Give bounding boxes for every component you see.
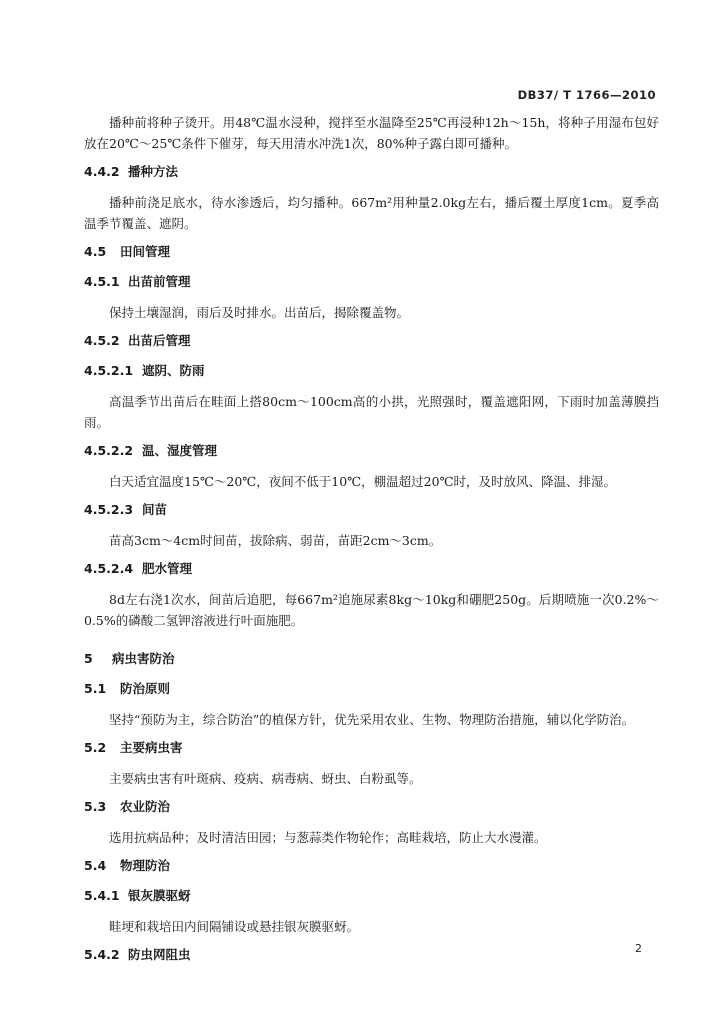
- section-title: 出苗后管理: [128, 333, 191, 348]
- section-heading: [84, 331, 659, 351]
- paragraph: 保持土壤湿润，雨后及时排水。出苗后，揭除覆盖物。: [109, 305, 410, 320]
- section-number: 4.4.2: [84, 164, 120, 179]
- document-code-header: DB37/ T 1766—2010: [517, 88, 656, 102]
- section-heading: [84, 738, 659, 758]
- section-heading: [84, 856, 659, 876]
- document-body: [84, 112, 659, 975]
- section-heading: [84, 886, 659, 906]
- paragraph: 苗高3cm～4cm时间苗，拔除病、弱苗，苗距2cm～3cm。: [109, 533, 442, 548]
- section-heading: [84, 272, 659, 292]
- section-heading: [84, 441, 659, 461]
- section-heading: [84, 649, 659, 669]
- section-heading: [84, 797, 659, 817]
- section-title: 温、湿度管理: [142, 443, 218, 458]
- paragraph: 白天适宜温度15℃～20℃，夜间不低于10℃，棚温超过20℃时，及时放风、降温、排湿。: [109, 474, 617, 489]
- paragraph: 播种前将种子烫开。用48℃温水浸种，搅拌至水温降至25℃再浸种12h～15h，将种子用湿布包好放在20℃～25℃条件下催芽，每天用清水冲洗1次，80%种子露白即可播种。: [84, 115, 659, 151]
- section-number: 5: [84, 651, 93, 666]
- section-number: 4.5: [84, 244, 107, 259]
- section-heading: [84, 500, 659, 520]
- section-number: 4.5.2.1: [84, 363, 134, 378]
- section-number: 4.5.1: [84, 274, 120, 289]
- section-number: 5.4: [84, 858, 107, 873]
- section-number: 5.4.2: [84, 947, 120, 962]
- section-title: 遮阴、防雨: [142, 363, 205, 378]
- section-title: 病虫害防治: [112, 651, 175, 666]
- section-title: 田间管理: [120, 244, 171, 259]
- paragraph: 选用抗病品种；及时清洁田园；与葱蒜类作物轮作；高畦栽培，防止大水漫灌。: [109, 830, 547, 845]
- paragraph: 高温季节出苗后在畦面上搭80cm～100cm高的小拱，光照强时，覆盖遮阳网，下雨时加盖薄膜挡雨。: [84, 394, 659, 430]
- section-heading: [84, 945, 659, 965]
- section-title: 防虫网阻虫: [128, 947, 191, 962]
- section-title: 农业防治: [120, 799, 171, 814]
- section-number: 5.1: [84, 681, 107, 696]
- section-number: 5.3: [84, 799, 107, 814]
- section-title: 防治原则: [120, 681, 171, 696]
- section-heading: [84, 242, 659, 262]
- section-title: 物理防治: [120, 858, 171, 873]
- section-title: 间苗: [142, 502, 168, 517]
- paragraph: 畦埂和栽培田内间隔铺设或悬挂银灰膜驱蚜。: [109, 919, 360, 934]
- section-title: 出苗前管理: [128, 274, 191, 289]
- section-heading: [84, 679, 659, 699]
- section-number: 4.5.2.2: [84, 443, 134, 458]
- paragraph: 主要病虫害有叶斑病、疫病、病毒病、蚜虫、白粉虱等。: [109, 771, 422, 786]
- section-gap: [84, 639, 659, 649]
- page-number: 2: [635, 942, 642, 955]
- paragraph: 播种前浇足底水，待水渗透后，均匀播种。667m²用种量2.0kg左右，播后覆土厚度1cm。夏季高温季节覆盖、遮阴。: [84, 195, 659, 231]
- paragraph: 坚持“预防为主，综合防治”的植保方针，优先采用农业、生物、物理防治措施，辅以化学防治。: [109, 712, 635, 727]
- section-number: 5.2: [84, 740, 107, 755]
- section-title: 播种方法: [128, 164, 179, 179]
- section-title: 银灰膜驱蚜: [128, 888, 191, 903]
- section-heading: [84, 361, 659, 381]
- section-title: 肥水管理: [142, 561, 193, 576]
- section-number: 4.5.2.4: [84, 561, 134, 576]
- paragraph: 8d左右浇1次水，间苗后追肥，每667m²追施尿素8kg～10kg和硼肥250g。后期喷施一次0.2%～0.5%的磷酸二氢钾溶液进行叶面施肥。: [84, 592, 659, 628]
- section-number: 4.5.2: [84, 333, 120, 348]
- section-heading: [84, 559, 659, 579]
- section-title: 主要病虫害: [120, 740, 183, 755]
- section-heading: [84, 162, 659, 182]
- section-number: 5.4.1: [84, 888, 120, 903]
- section-number: 4.5.2.3: [84, 502, 134, 517]
